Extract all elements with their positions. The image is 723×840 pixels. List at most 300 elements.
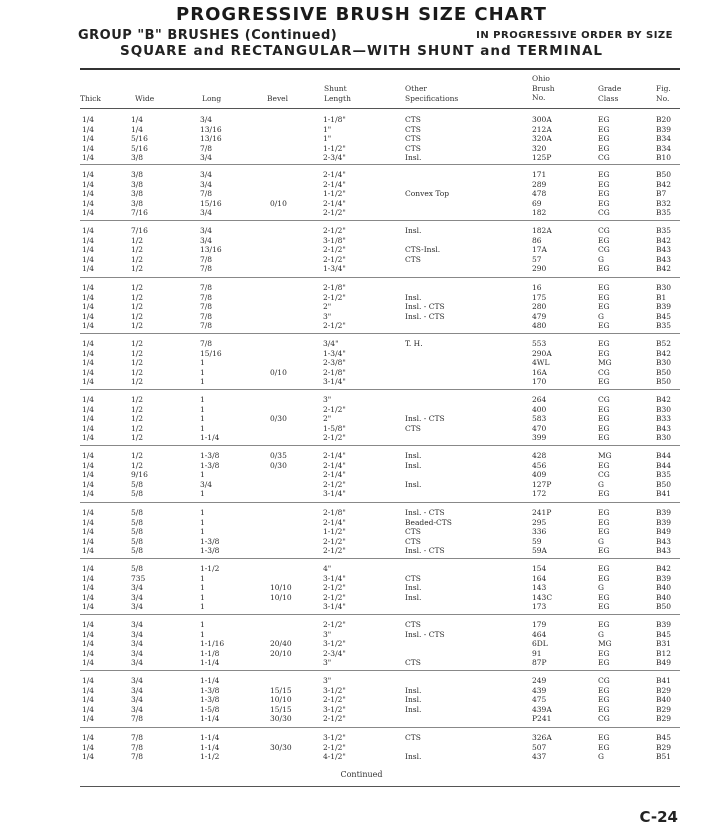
cell-thick: 1/4: [82, 339, 95, 348]
cell-ohio-no: 249: [532, 676, 547, 685]
cell-thick: 1/4: [82, 704, 95, 714]
cell-thick: 1/4: [82, 460, 95, 470]
table-row: [0, 226, 723, 236]
table-row: [0, 470, 723, 480]
cell-shunt-length: 2-1/2": [323, 433, 346, 443]
cell-thick: 1/4: [82, 685, 95, 695]
cell-ohio-no: 154: [532, 564, 547, 573]
cell-grade: EG: [598, 573, 610, 583]
cell-ohio-no: 173: [532, 602, 547, 612]
cell-long: 1: [200, 592, 205, 602]
cell-long: 1-1/4: [200, 742, 220, 752]
cell-ohio-no: 480: [532, 321, 547, 331]
cell-grade: EG: [598, 742, 610, 752]
cell-ohio-no: 289: [532, 179, 547, 189]
cell-ohio-no: 170: [532, 377, 547, 387]
cell-long: 7/8: [200, 264, 213, 274]
cell-thick: 1/4: [82, 564, 95, 573]
cell-bevel: 0/30: [270, 414, 287, 424]
cell-grade: EG: [598, 235, 610, 245]
cell-fig-no: B51: [656, 752, 672, 762]
cell-ohio-no: 182A: [532, 226, 552, 235]
cell-grade: EG: [598, 592, 610, 602]
cell-ohio-no: 6DL: [532, 639, 548, 649]
cell-grade: G: [598, 311, 604, 321]
cell-long: 1: [200, 629, 205, 639]
header-fig-no: Fig. No.: [656, 84, 671, 103]
cell-wide: 1/2: [131, 460, 144, 470]
header-thick: Thick: [80, 94, 101, 103]
cell-ohio-no: 164: [532, 573, 547, 583]
cell-shunt-length: 1-1/2": [323, 189, 346, 199]
cell-bevel: 20/10: [270, 648, 292, 658]
cell-fig-no: B40: [656, 583, 672, 593]
table-row: [0, 339, 723, 349]
cell-wide: 3/4: [131, 685, 144, 695]
header-ohio-brush-no: Ohio Brush No.: [532, 74, 555, 103]
cell-wide: 5/16: [131, 134, 148, 144]
cell-long: 1: [200, 517, 205, 527]
cell-fig-no: B33: [656, 414, 672, 424]
table-row: [0, 302, 723, 312]
cell-grade: EG: [598, 602, 610, 612]
cell-grade: CG: [598, 208, 610, 218]
table-row: [0, 658, 723, 668]
cell-thick: 1/4: [82, 676, 95, 685]
cell-long: 1: [200, 404, 205, 414]
cell-grade: EG: [598, 198, 610, 208]
cell-grade: EG: [598, 704, 610, 714]
cell-wide: 7/8: [131, 742, 144, 752]
cell-fig-no: B34: [656, 134, 672, 144]
cell-fig-no: B43: [656, 423, 672, 433]
cell-shunt-length: 2-1/2": [323, 245, 346, 255]
cell-thick: 1/4: [82, 546, 95, 556]
cell-grade: EG: [598, 179, 610, 189]
cell-shunt-length: 2-1/2": [323, 292, 346, 302]
cell-long: 3/4: [200, 208, 213, 218]
cell-grade: EG: [598, 302, 610, 312]
cell-thick: 1/4: [82, 742, 95, 752]
cell-bevel: 15/15: [270, 704, 292, 714]
cell-ohio-no: 241P: [532, 508, 552, 517]
cell-shunt-length: 2-1/2": [323, 695, 346, 705]
cell-bevel: 30/30: [270, 742, 292, 752]
table-row: [0, 639, 723, 649]
cell-other-spec: Insl.: [405, 704, 422, 714]
cell-fig-no: B42: [656, 564, 672, 573]
cell-grade: CG: [598, 367, 610, 377]
cell-long: 7/8: [200, 189, 213, 199]
cell-grade: CG: [598, 153, 610, 163]
group-separator: [80, 220, 680, 221]
cell-shunt-length: 1": [323, 124, 332, 134]
cell-thick: 1/4: [82, 592, 95, 602]
cell-long: 7/8: [200, 254, 213, 264]
cell-shunt-length: 3": [323, 658, 332, 668]
cell-long: 1-1/2: [200, 752, 220, 762]
table-row: [0, 630, 723, 640]
cell-ohio-no: 470: [532, 423, 547, 433]
cell-long: 7/8: [200, 321, 213, 331]
cell-shunt-length: 3-1/4": [323, 573, 346, 583]
cell-long: 1: [200, 367, 205, 377]
cell-grade: EG: [598, 620, 610, 629]
cell-long: 7/8: [200, 292, 213, 302]
cell-ohio-no: 179: [532, 620, 547, 629]
cell-wide: 3/4: [131, 704, 144, 714]
cell-grade: EG: [598, 170, 610, 179]
cell-ohio-no: 171: [532, 170, 547, 179]
cell-ohio-no: 16: [532, 283, 542, 292]
cell-fig-no: B41: [656, 489, 672, 499]
table-row: [0, 518, 723, 528]
cell-thick: 1/4: [82, 321, 95, 331]
table-row: [0, 705, 723, 715]
cell-shunt-length: 3": [323, 629, 332, 639]
cell-shunt-length: 1-1/2": [323, 143, 346, 153]
cell-grade: MG: [598, 451, 612, 460]
cell-grade: EG: [598, 143, 610, 153]
cell-ohio-no: 479: [532, 311, 547, 321]
table-row: [0, 368, 723, 378]
table-row: [0, 264, 723, 274]
cell-shunt-length: 2-1/4": [323, 198, 346, 208]
cell-ohio-no: 320A: [532, 134, 552, 144]
cell-shunt-length: 2-1/4": [323, 470, 346, 480]
cell-bevel: 0/35: [270, 451, 287, 460]
cell-wide: 5/8: [131, 479, 144, 489]
cell-wide: 5/8: [131, 508, 144, 517]
table-row: [0, 714, 723, 724]
cell-fig-no: B49: [656, 658, 672, 668]
cell-wide: 9/16: [131, 470, 148, 480]
cell-thick: 1/4: [82, 695, 95, 705]
cell-thick: 1/4: [82, 433, 95, 443]
cell-wide: 1/2: [131, 367, 144, 377]
cell-other-spec: Insl.: [405, 460, 422, 470]
cell-ohio-no: 583: [532, 414, 547, 424]
cell-long: 3/4: [200, 153, 213, 163]
cell-fig-no: B49: [656, 527, 672, 537]
cell-wide: 1/2: [131, 433, 144, 443]
cell-fig-no: B29: [656, 704, 672, 714]
cell-fig-no: B1: [656, 292, 667, 302]
cell-shunt-length: 1-3/4": [323, 264, 346, 274]
table-row: [0, 564, 723, 574]
cell-ohio-no: 182: [532, 208, 547, 218]
cell-wide: 7/8: [131, 714, 144, 724]
cell-grade: G: [598, 752, 604, 762]
cell-long: 7/8: [200, 283, 213, 292]
cell-long: 1-3/8: [200, 460, 220, 470]
cell-grade: EG: [598, 517, 610, 527]
cell-wide: 3/4: [131, 592, 144, 602]
cell-long: 1: [200, 395, 205, 404]
cell-shunt-length: 3-1/8": [323, 235, 346, 245]
cell-shunt-length: 2-1/8": [323, 508, 346, 517]
cell-thick: 1/4: [82, 302, 95, 312]
cell-ohio-no: 295: [532, 517, 547, 527]
cell-grade: G: [598, 629, 604, 639]
cell-thick: 1/4: [82, 620, 95, 629]
cell-grade: EG: [598, 527, 610, 537]
cell-wide: 5/16: [131, 143, 148, 153]
cell-wide: 3/4: [131, 583, 144, 593]
cell-long: 13/16: [200, 245, 222, 255]
cell-fig-no: B43: [656, 546, 672, 556]
cell-thick: 1/4: [82, 470, 95, 480]
cell-other-spec: Insl.: [405, 451, 422, 460]
cell-shunt-length: 2-1/2": [323, 404, 346, 414]
cell-shunt-length: 2-1/2": [323, 226, 346, 235]
table-row: [0, 312, 723, 322]
cell-long: 1: [200, 527, 205, 537]
cell-thick: 1/4: [82, 733, 95, 742]
cell-wide: 3/4: [131, 648, 144, 658]
cell-wide: 735: [131, 573, 146, 583]
cell-fig-no: B45: [656, 629, 672, 639]
cell-fig-no: B30: [656, 433, 672, 443]
table-row: [0, 743, 723, 753]
cell-bevel: 10/10: [270, 592, 292, 602]
cell-wide: 1/2: [131, 423, 144, 433]
cell-wide: 7/8: [131, 733, 144, 742]
cell-thick: 1/4: [82, 179, 95, 189]
header-bevel: Bevel: [267, 94, 289, 103]
cell-other-spec: CTS: [405, 536, 421, 546]
cell-fig-no: B35: [656, 208, 672, 218]
cell-grade: CG: [598, 226, 610, 235]
table-row: [0, 144, 723, 154]
cell-bevel: 0/30: [270, 460, 287, 470]
cell-bevel: 15/15: [270, 685, 292, 695]
cell-grade: EG: [598, 348, 610, 358]
cell-other-spec: Insl. - CTS: [405, 311, 445, 321]
cell-thick: 1/4: [82, 208, 95, 218]
cell-shunt-length: 1-1/8": [323, 115, 346, 124]
cell-wide: 3/4: [131, 676, 144, 685]
cell-long: 15/16: [200, 198, 222, 208]
cell-fig-no: B44: [656, 451, 672, 460]
cell-thick: 1/4: [82, 254, 95, 264]
cell-ohio-no: 400: [532, 404, 547, 414]
cell-ohio-no: 336: [532, 527, 547, 537]
table-row: [0, 349, 723, 359]
cell-wide: 7/16: [131, 226, 148, 235]
cell-shunt-length: 3-1/2": [323, 733, 346, 742]
cell-ohio-no: 59A: [532, 546, 547, 556]
cell-other-spec: Insl.: [405, 226, 422, 235]
table-row: [0, 583, 723, 593]
cell-thick: 1/4: [82, 573, 95, 583]
cell-grade: EG: [598, 134, 610, 144]
cell-shunt-length: 2-1/2": [323, 546, 346, 556]
cell-shunt-length: 2-1/2": [323, 536, 346, 546]
cell-fig-no: B50: [656, 170, 672, 179]
table-row: [0, 451, 723, 461]
cell-thick: 1/4: [82, 479, 95, 489]
cell-thick: 1/4: [82, 115, 95, 124]
cell-wide: 5/8: [131, 517, 144, 527]
cell-wide: 1/2: [131, 395, 144, 404]
cell-fig-no: B29: [656, 685, 672, 695]
cell-other-spec: Insl.: [405, 695, 422, 705]
cell-shunt-length: 2-1/2": [323, 592, 346, 602]
cell-ohio-no: 300A: [532, 115, 552, 124]
table-row: [0, 199, 723, 209]
table-row: [0, 170, 723, 180]
cell-fig-no: B45: [656, 311, 672, 321]
cell-fig-no: B50: [656, 479, 672, 489]
cell-other-spec: Insl.: [405, 153, 422, 163]
cell-thick: 1/4: [82, 377, 95, 387]
cell-long: 13/16: [200, 124, 222, 134]
cell-shunt-length: 2-1/2": [323, 254, 346, 264]
cell-long: 1: [200, 358, 205, 368]
group-separator: [80, 502, 680, 503]
cell-thick: 1/4: [82, 536, 95, 546]
cell-fig-no: B34: [656, 143, 672, 153]
cell-thick: 1/4: [82, 489, 95, 499]
table-row: [0, 424, 723, 434]
cell-fig-no: B41: [656, 676, 672, 685]
table-row: [0, 180, 723, 190]
cell-shunt-length: 3": [323, 676, 332, 685]
cell-fig-no: B44: [656, 460, 672, 470]
cell-grade: EG: [598, 339, 610, 348]
cell-wide: 1/2: [131, 377, 144, 387]
cell-other-spec: CTS: [405, 115, 421, 124]
cell-other-spec: CTS: [405, 527, 421, 537]
cell-other-spec: Insl. - CTS: [405, 629, 445, 639]
table-row: [0, 695, 723, 705]
cell-shunt-length: 3-1/2": [323, 704, 346, 714]
table-row: [0, 208, 723, 218]
cell-wide: 3/4: [131, 639, 144, 649]
group-separator: [80, 389, 680, 390]
cell-long: 3/4: [200, 235, 213, 245]
cell-shunt-length: 2-3/8": [323, 358, 346, 368]
cell-shunt-length: 2-1/2": [323, 742, 346, 752]
cell-other-spec: Insl.: [405, 592, 422, 602]
cell-fig-no: B39: [656, 517, 672, 527]
cell-thick: 1/4: [82, 658, 95, 668]
cell-shunt-length: 2-1/4": [323, 179, 346, 189]
cell-long: 1: [200, 583, 205, 593]
group-separator: [80, 558, 680, 559]
table-row: [0, 414, 723, 424]
cell-long: 1-1/4: [200, 733, 220, 742]
order-note: IN PROGRESSIVE ORDER BY SIZE: [476, 30, 673, 41]
cell-shunt-length: 2": [323, 302, 332, 312]
cell-ohio-no: 478: [532, 189, 547, 199]
cell-wide: 7/16: [131, 208, 148, 218]
table-row: [0, 255, 723, 265]
cell-ohio-no: 553: [532, 339, 547, 348]
cell-long: 1: [200, 508, 205, 517]
cell-thick: 1/4: [82, 629, 95, 639]
continued-note: Continued: [340, 770, 383, 779]
cell-long: 1: [200, 423, 205, 433]
cell-wide: 1/2: [131, 235, 144, 245]
table-row: [0, 321, 723, 331]
cell-grade: EG: [598, 508, 610, 517]
cell-wide: 7/8: [131, 752, 144, 762]
cell-ohio-no: 91: [532, 648, 542, 658]
cell-grade: G: [598, 536, 604, 546]
cell-other-spec: CTS-Insl.: [405, 245, 441, 255]
cell-grade: EG: [598, 564, 610, 573]
cell-grade: CG: [598, 395, 610, 404]
cell-thick: 1/4: [82, 583, 95, 593]
cell-shunt-length: 1-5/8": [323, 423, 346, 433]
cell-long: 7/8: [200, 143, 213, 153]
cell-long: 1-3/8: [200, 685, 220, 695]
cell-fig-no: B35: [656, 226, 672, 235]
cell-long: 1: [200, 377, 205, 387]
cell-other-spec: Insl. - CTS: [405, 508, 445, 517]
cell-shunt-length: 2-1/4": [323, 451, 346, 460]
cell-ohio-no: 87P: [532, 658, 547, 668]
cell-wide: 1/2: [131, 292, 144, 302]
cell-bevel: 0/10: [270, 198, 287, 208]
cell-long: 3/4: [200, 179, 213, 189]
cell-ohio-no: 143: [532, 583, 547, 593]
cell-long: 1-1/4: [200, 658, 220, 668]
cell-long: 1: [200, 602, 205, 612]
cell-ohio-no: 16A: [532, 367, 547, 377]
cell-shunt-length: 3": [323, 395, 332, 404]
table-row: [0, 134, 723, 144]
cell-fig-no: B39: [656, 573, 672, 583]
cell-shunt-length: 3": [323, 311, 332, 321]
cell-shunt-length: 2-1/2": [323, 583, 346, 593]
cell-long: 1-3/8: [200, 546, 220, 556]
cell-grade: EG: [598, 321, 610, 331]
cell-ohio-no: 437: [532, 752, 547, 762]
cell-shunt-length: 3-1/4": [323, 377, 346, 387]
cell-grade: EG: [598, 460, 610, 470]
header-wide: Wide: [135, 94, 155, 103]
cell-bevel: 10/10: [270, 695, 292, 705]
cell-shunt-length: 3-1/4": [323, 602, 346, 612]
cell-thick: 1/4: [82, 414, 95, 424]
cell-wide: 3/8: [131, 179, 144, 189]
cell-grade: G: [598, 479, 604, 489]
cell-wide: 3/8: [131, 189, 144, 199]
cell-wide: 1/2: [131, 358, 144, 368]
cell-thick: 1/4: [82, 170, 95, 179]
table-row: [0, 115, 723, 125]
cell-thick: 1/4: [82, 648, 95, 658]
cell-grade: CG: [598, 470, 610, 480]
cell-long: 1-1/2: [200, 564, 220, 573]
cell-thick: 1/4: [82, 311, 95, 321]
cell-long: 1: [200, 470, 205, 480]
cell-thick: 1/4: [82, 153, 95, 163]
table-row: [0, 733, 723, 743]
cell-ohio-no: 59: [532, 536, 542, 546]
cell-fig-no: B42: [656, 348, 672, 358]
cell-shunt-length: 2-1/2": [323, 321, 346, 331]
cell-fig-no: B7: [656, 189, 667, 199]
cell-fig-no: B42: [656, 235, 672, 245]
cell-grade: MG: [598, 639, 612, 649]
header-grade-class: Grade Class: [598, 84, 622, 103]
cell-grade: EG: [598, 264, 610, 274]
cell-fig-no: B42: [656, 264, 672, 274]
